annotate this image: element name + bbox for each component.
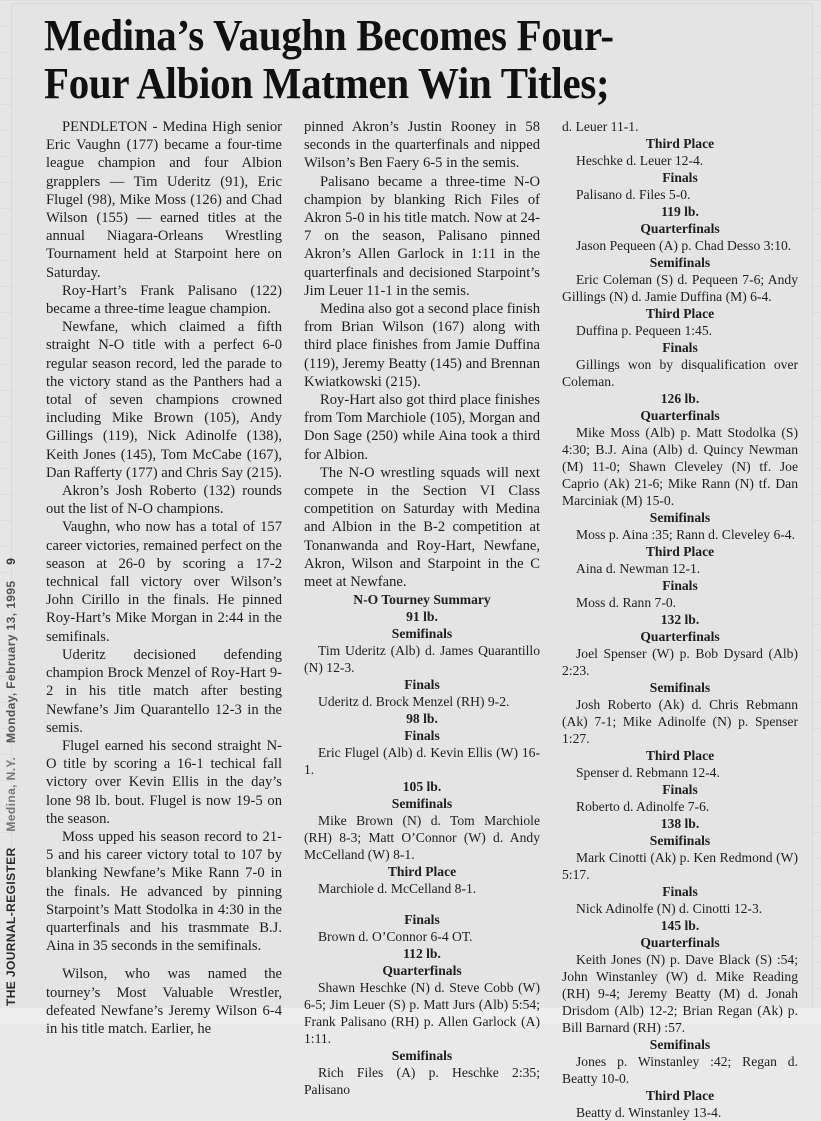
weight-class-heading: 98 lb.: [406, 711, 438, 727]
margin-label: [4, 558, 18, 1006]
article-column-3: [562, 118, 798, 1121]
paragraph: Akron’s Josh Roberto (132) rounds out the list of N-O champions.: [46, 483, 282, 518]
paragraph: Medina also got a second place finish from Brian Wilson (167) along with third place finishes from Jamie Duffina (119), Jeremy Beatty (145) and Brennan Kwiatkowski (215).: [304, 301, 540, 390]
round-heading: Third Place: [645, 306, 715, 321]
headline: [44, 12, 732, 108]
weight-class-heading: 112 lb.: [403, 946, 441, 962]
match-result: Marchiole d. McCelland 8-1.: [318, 881, 477, 897]
match-result: Mark Cinotti (Ak) p. Ken Redmond (W) 5:17.: [562, 850, 798, 882]
paragraph: PENDLETON - Medina High senior Eric Vaughn (177) became a four-time league champion and four Albion grapplers — Tim Uderitz (91), Eric Flugel (98), Mike Moss (126) and Chad Wilson (155) — earned titles at the annual Niagara-Orleans Wrestling Tournament held at Starpoint here on Saturday.: [46, 119, 282, 281]
paragraph: Roy-Hart also got third place finishes from Tom Marchiole (105), Morgan and Don Sage (250) while Aina took a third for Albion.: [304, 392, 540, 463]
weight-class-heading: 105 lb.: [402, 779, 442, 795]
match-result: Nick Adinolfe (N) d. Cinotti 12-3.: [576, 901, 763, 916]
round-heading: Third Place: [645, 748, 715, 763]
paragraph: Newfane, which claimed a fifth straight N-O title with a perfect 6-0 regular season record, led the parade to the victory stand as the Panthers had a total of seven champions crowned including Mike Brown (105), Andy Gillings (119), Nick Adinolfe (138), Keith Jones (145), Tom McCabe (167), Dan Rafferty (177) and Chris Say (215).: [46, 319, 283, 481]
match-result: Keith Jones (N) p. Dave Black (S) :54; John Winstanley (W) d. Mike Reading (RH) 9-4; Jeremy Beatty (M) d. Jonah Drisdom (Alb) 12-2; Brian Regan (Ak) p. Bill Barnard (RH) :57.: [562, 952, 798, 1035]
summary-title: N-O Tourney Summary: [353, 592, 491, 608]
paragraph: Flugel earned his second straight N-O title by scoring a 16-1 techical fall victory over Kevin Ellis in the day’s lone 98 lb. bout. Flugel is now 19-5 on the season.: [46, 737, 282, 827]
match-result: Tim Uderitz (Alb) d. James Quarantillo (N) 12-3.: [304, 643, 540, 676]
headline-line-1: Medina’s Vaughn Becomes Four-: [44, 11, 614, 60]
match-result: Moss d. Rann 7-0.: [576, 595, 677, 610]
match-result: Uderitz d. Brock Menzel (RH) 9-2.: [318, 694, 510, 710]
match-result: Jason Pequeen (A) p. Chad Desso 3:10.: [576, 238, 792, 253]
round-heading: Semifinals: [649, 255, 711, 270]
match-result: Aina d. Newman 12-1.: [576, 561, 701, 576]
summary-list: [304, 608, 540, 1098]
summary-list: [562, 118, 798, 1121]
match-result: Duffina p. Pequeen 1:45.: [576, 323, 713, 338]
paragraph: Roy-Hart’s Frank Palisano (122) became a three-time league champion.: [46, 282, 282, 318]
match-result: Brown d. O’Connor 6-4 OT.: [318, 929, 473, 945]
round-heading: Quarterfinals: [640, 408, 720, 423]
headline-line-2: Four Albion Matmen Win Titles;: [44, 59, 610, 108]
round-heading: Semifinals: [649, 1037, 711, 1052]
round-heading: Finals: [404, 728, 440, 744]
match-result: d. Leuer 11-1.: [562, 119, 639, 134]
round-heading: Third Place: [645, 544, 715, 559]
match-result: Eric Flugel (Alb) d. Kevin Ellis (W) 16-1.: [304, 745, 540, 778]
paragraph: Moss upped his season record to 21-5 and his career victory total to 107 by blanking Newfane’s Mike Rann 7-0 in the finals. He advanced by pinning Starpoint’s Matt Stodolka in 4:30 in the quarterfinals and his trasmmate B.J. Aina in 35 seconds in the semifinals.: [46, 828, 282, 955]
round-heading: Finals: [404, 912, 440, 928]
page-number: 9: [4, 557, 18, 565]
match-result: Shawn Heschke (N) d. Steve Cobb (W) 6-5; Jim Leuer (S) p. Matt Jurs (Alb) 5:54; Frank Palisano (RH) p. Allen Garlock (A) 1:11.: [304, 980, 540, 1047]
weight-class-heading: 91 lb.: [406, 609, 438, 625]
round-heading: Quarterfinals: [640, 221, 720, 236]
match-result: Moss p. Aina :35; Rann d. Cleveley 6-4.: [576, 527, 795, 542]
match-result: Joel Spenser (W) p. Bob Dysard (Alb) 2:23.: [562, 646, 798, 678]
weight-class-heading: 138 lb.: [660, 816, 700, 831]
match-result: Jones p. Winstanley :42; Regan d. Beatty 10-0.: [562, 1054, 798, 1086]
round-heading: Third Place: [387, 864, 457, 880]
weight-class-heading: 126 lb.: [660, 391, 700, 406]
match-result: Josh Roberto (Ak) d. Chris Rebmann (Ak) 7-1; Mike Adinolfe (N) p. Spenser 1:27.: [562, 697, 798, 746]
paragraph: Vaughn, who now has a total of 157 career victories, remained perfect on the season at 26-0 by scoring a 17-2 technical fall victory over Wilson’s John Cirillo in the finals. He pinned Roy-Hart’s Mike Morgan in 2:44 in the semifinals.: [46, 519, 282, 645]
paragraph: pinned Akron’s Justin Rooney in 58 seconds in the quarterfinals and nipped Wilson’s Ben Faery 6-5 in the semis.: [304, 119, 540, 172]
match-result: Roberto d. Adinolfe 7-6.: [576, 799, 710, 814]
publication-date: Monday, February 13, 1995: [4, 580, 18, 744]
match-result: Beatty d. Winstanley 13-4.: [576, 1105, 722, 1120]
match-result: Heschke d. Leuer 12-4.: [576, 153, 704, 168]
round-heading: Semifinals: [391, 1048, 453, 1064]
match-result: Palisano d. Files 5-0.: [576, 187, 691, 202]
round-heading: Semifinals: [391, 626, 453, 642]
paragraph: Wilson, who was named the tourney’s Most Valuable Wrestler, defeated Newfane’s Jeremy Wilson 6-4 in his title match. Earlier, he: [46, 966, 282, 1037]
round-heading: Semifinals: [649, 833, 711, 848]
weight-class-heading: 119 lb.: [661, 204, 699, 219]
match-result: Spenser d. Rebmann 12-4.: [576, 765, 720, 780]
round-heading: Finals: [662, 340, 698, 355]
round-heading: Semifinals: [649, 510, 711, 525]
dateline-city: Medina, N.Y.: [4, 756, 18, 832]
round-heading: Quarterfinals: [640, 629, 720, 644]
round-heading: Finals: [662, 782, 698, 797]
match-result: Rich Files (A) p. Heschke 2:35; Palisano: [304, 1065, 540, 1098]
article-column-1: [46, 118, 282, 1038]
paragraph: Uderitz decisioned defending champion Brock Menzel of Roy-Hart 9-2 in his title match after besting Newfane’s Jim Quarantello 12-3 in the semis.: [46, 646, 282, 736]
round-heading: Third Place: [645, 1088, 715, 1103]
round-heading: Finals: [662, 884, 698, 899]
round-heading: Quarterfinals: [382, 963, 462, 979]
round-heading: Finals: [662, 578, 698, 593]
weight-class-heading: 132 lb.: [660, 612, 700, 627]
match-result: Mike Moss (Alb) p. Matt Stodolka (S) 4:30; B.J. Aina (Alb) d. Quincy Newman (M) 11-0; Shawn Cleveley (N) tf. Joe Caprio (Ak) 21-6; Mike Rann (N) tf. Dan Marciniak (M) 15-0.: [562, 425, 798, 508]
round-heading: Finals: [662, 170, 698, 185]
newspaper-name: THE JOURNAL-REGISTER: [4, 847, 18, 1006]
round-heading: Semifinals: [649, 680, 711, 695]
match-result: Gillings won by disqualification over Coleman.: [562, 357, 798, 389]
summary-spacer: [304, 897, 540, 911]
paragraph: The N-O wrestling squads will next compete in the Section VI Class competition on Saturday with Medina and Albion in the B-2 competition at Tonanwanda and Roy-Hart, Newfane, Akron, Wilson and Starpoint in the C meet at Newfane.: [304, 464, 540, 591]
round-heading: Quarterfinals: [640, 935, 720, 950]
round-heading: Finals: [404, 677, 440, 693]
article-column-2: [304, 118, 540, 1098]
match-result: Mike Brown (N) d. Tom Marchiole (RH) 8-3; Matt O’Connor (W) d. Andy McCelland (W) 8-1.: [304, 813, 540, 863]
paragraph: Palisano became a three-time N-O champion by blanking Rich Files of Akron 5-0 in his title match. Now at 24-7 on the season, Palisano pinned Akron’s Allen Garlock in 1:11 in the quarterfinals and decisioned Starpoint’s Jim Leuer 11-1 in the semis.: [304, 173, 540, 299]
match-result: Eric Coleman (S) d. Pequeen 7-6; Andy Gillings (N) d. Jamie Duffina (M) 6-4.: [562, 272, 798, 304]
round-heading: Third Place: [645, 136, 715, 151]
weight-class-heading: 145 lb.: [660, 918, 700, 933]
round-heading: Semifinals: [391, 796, 453, 812]
